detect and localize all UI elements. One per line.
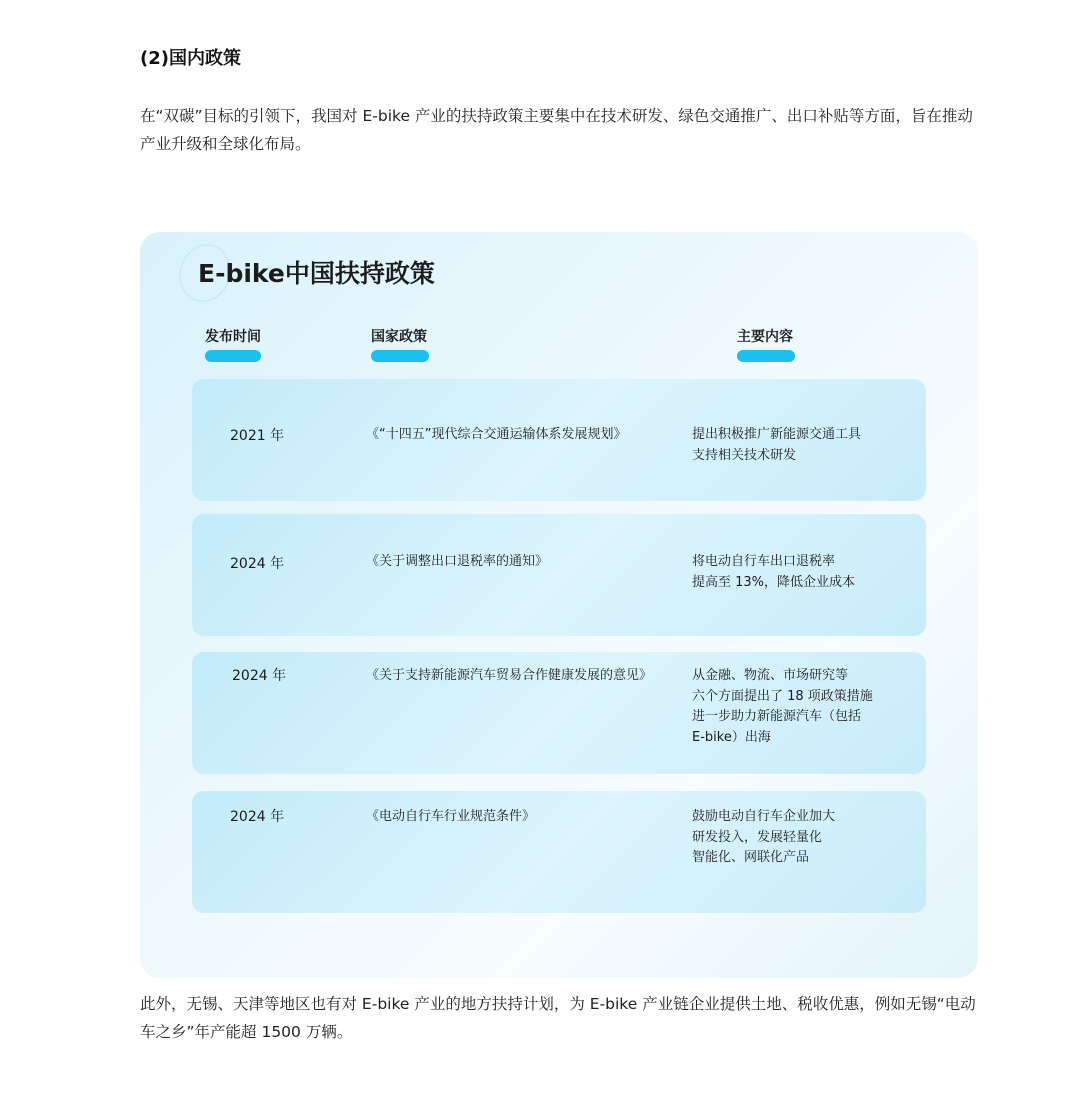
policy-content	[692, 552, 912, 593]
content-line: 六个方面提出了 18 项政策措施	[692, 688, 873, 704]
intro-paragraph: 在“双碳”目标的引领下，我国对 E-bike 产业的扶持政策主要集中在技术研发、绿色交通推广、出口补贴等方面，旨在推动产业升级和全球化布局。	[140, 107, 973, 153]
content-line: 提高至 13%，降低企业成本	[692, 574, 856, 590]
column-header-date	[205, 326, 261, 362]
content-line: 从金融、物流、市场研究等	[692, 668, 849, 683]
policy-row	[192, 514, 926, 636]
policy-content	[692, 666, 912, 748]
header-accent-bar	[371, 350, 429, 362]
header-accent-bar	[737, 350, 795, 362]
policy-year: 2024 年	[230, 556, 285, 572]
column-header-content	[737, 326, 795, 362]
policy-row	[192, 652, 926, 774]
content-line: 研发投入，发展轻量化	[692, 829, 823, 845]
policy-year: 2024 年	[232, 668, 287, 684]
policy-row	[192, 379, 926, 501]
card-title: E-bike中国扶持政策	[198, 259, 435, 288]
policy-content	[692, 425, 912, 466]
policy-name: 《“十四五”现代综合交通运输体系发展规划》	[366, 427, 627, 442]
outro-paragraph: 此外，无锡、天津等地区也有对 E-bike 产业的地方扶持计划，为 E-bike 产业链企业提供土地、税收优惠，例如无锡“电动车之乡”年产能超 1500 万辆。	[140, 995, 976, 1041]
column-header-label: 主要内容	[737, 329, 793, 345]
header-accent-bar	[205, 350, 261, 362]
section-heading: (2)国内政策	[140, 48, 241, 69]
content-line: 鼓励电动自行车企业加大	[692, 809, 836, 824]
content-line: 提出积极推广新能源交通工具	[692, 427, 862, 442]
content-line: 进一步助力新能源汽车（包括	[692, 709, 862, 724]
content-line: E-bike）出海	[692, 729, 771, 745]
content-line: 将电动自行车出口退税率	[692, 554, 836, 569]
policy-content	[692, 807, 912, 869]
policy-year: 2024 年	[230, 809, 285, 825]
policy-card	[140, 232, 978, 978]
content-line: 智能化、网联化产品	[692, 850, 810, 865]
policy-year: 2021 年	[230, 428, 285, 444]
policy-name: 《电动自行车行业规范条件》	[366, 809, 536, 824]
policy-name: 《关于调整出口退税率的通知》	[366, 554, 549, 569]
column-header-label: 发布时间	[205, 329, 261, 345]
column-header-policy	[371, 326, 429, 362]
policy-name: 《关于支持新能源汽车贸易合作健康发展的意见》	[366, 668, 653, 683]
column-header-label: 国家政策	[371, 329, 427, 345]
content-line: 支持相关技术研发	[692, 447, 797, 463]
policy-row	[192, 791, 926, 913]
